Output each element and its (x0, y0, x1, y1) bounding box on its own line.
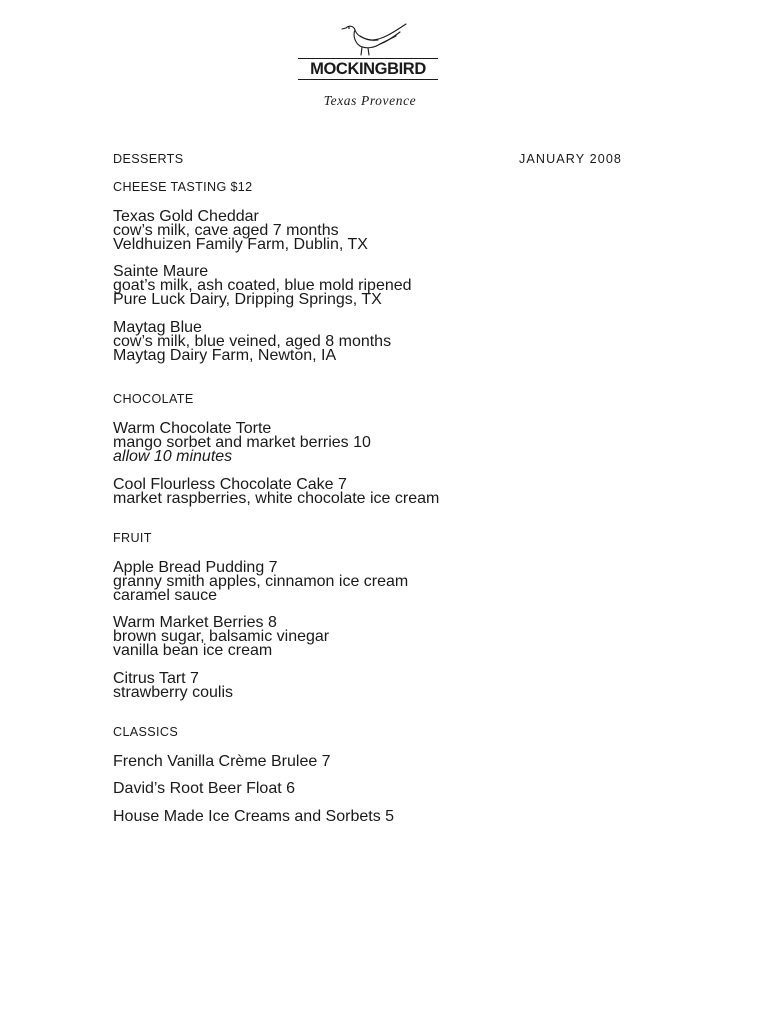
menu-item (113, 263, 412, 308)
item-description: vanilla bean ice cream (113, 642, 273, 659)
item-description: market raspberries, white chocolate ice cream (113, 490, 440, 507)
menu-item (113, 808, 395, 825)
brand-wordmark (298, 58, 438, 80)
section-heading-cheese: CHEESE TASTING $12 (113, 180, 253, 194)
item-name: French Vanilla Crème Brulee 7 (113, 753, 331, 770)
menu-item (113, 670, 234, 701)
item-description: goat’s milk, ash coated, blue mold ripened (113, 277, 412, 294)
item-description: granny smith apples, cinnamon ice cream (113, 573, 409, 590)
item-description: cow’s milk, cave aged 7 months (113, 222, 339, 239)
item-origin: Veldhuizen Family Farm, Dublin, TX (113, 236, 368, 253)
brand-name: MOCKINGBIRD (310, 60, 426, 78)
item-name: David’s Root Beer Float 6 (113, 780, 296, 797)
section-heading-fruit: FRUIT (113, 531, 152, 545)
brand-tagline: Texas Provence (323, 93, 417, 108)
item-origin: Pure Luck Dairy, Dripping Springs, TX (113, 291, 382, 308)
menu-item (113, 780, 296, 797)
item-name: Sainte Maure (113, 263, 209, 280)
item-name: Apple Bread Pudding 7 (113, 559, 278, 576)
item-description: mango sorbet and market berries 10 (113, 434, 371, 451)
item-name: Texas Gold Cheddar (113, 208, 259, 225)
menu-item (113, 559, 409, 604)
item-note: allow 10 minutes (113, 448, 233, 465)
item-name: Cool Flourless Chocolate Cake 7 (113, 476, 347, 493)
menu-item (113, 208, 368, 253)
section-heading-classics: CLASSICS (113, 725, 179, 739)
menu-item (113, 753, 331, 770)
mockingbird-icon (340, 22, 412, 56)
item-origin: Maytag Dairy Farm, Newton, IA (113, 347, 337, 364)
item-name: Warm Market Berries 8 (113, 614, 277, 631)
item-name: Maytag Blue (113, 319, 202, 336)
item-name: House Made Ice Creams and Sorbets 5 (113, 808, 395, 825)
menu-date: JANUARY 2008 (519, 152, 623, 166)
menu-item (113, 476, 440, 507)
item-name: Warm Chocolate Torte (113, 420, 272, 437)
menu-item (113, 420, 371, 465)
section-heading-chocolate: CHOCOLATE (113, 392, 194, 406)
item-description: caramel sauce (113, 587, 218, 604)
page-title: DESSERTS (113, 152, 184, 166)
menu-item (113, 614, 330, 659)
item-description: strawberry coulis (113, 684, 234, 701)
item-name: Citrus Tart 7 (113, 670, 199, 687)
menu-item (113, 319, 392, 364)
item-description: brown sugar, balsamic vinegar (113, 628, 330, 645)
item-description: cow’s milk, blue veined, aged 8 months (113, 333, 392, 350)
